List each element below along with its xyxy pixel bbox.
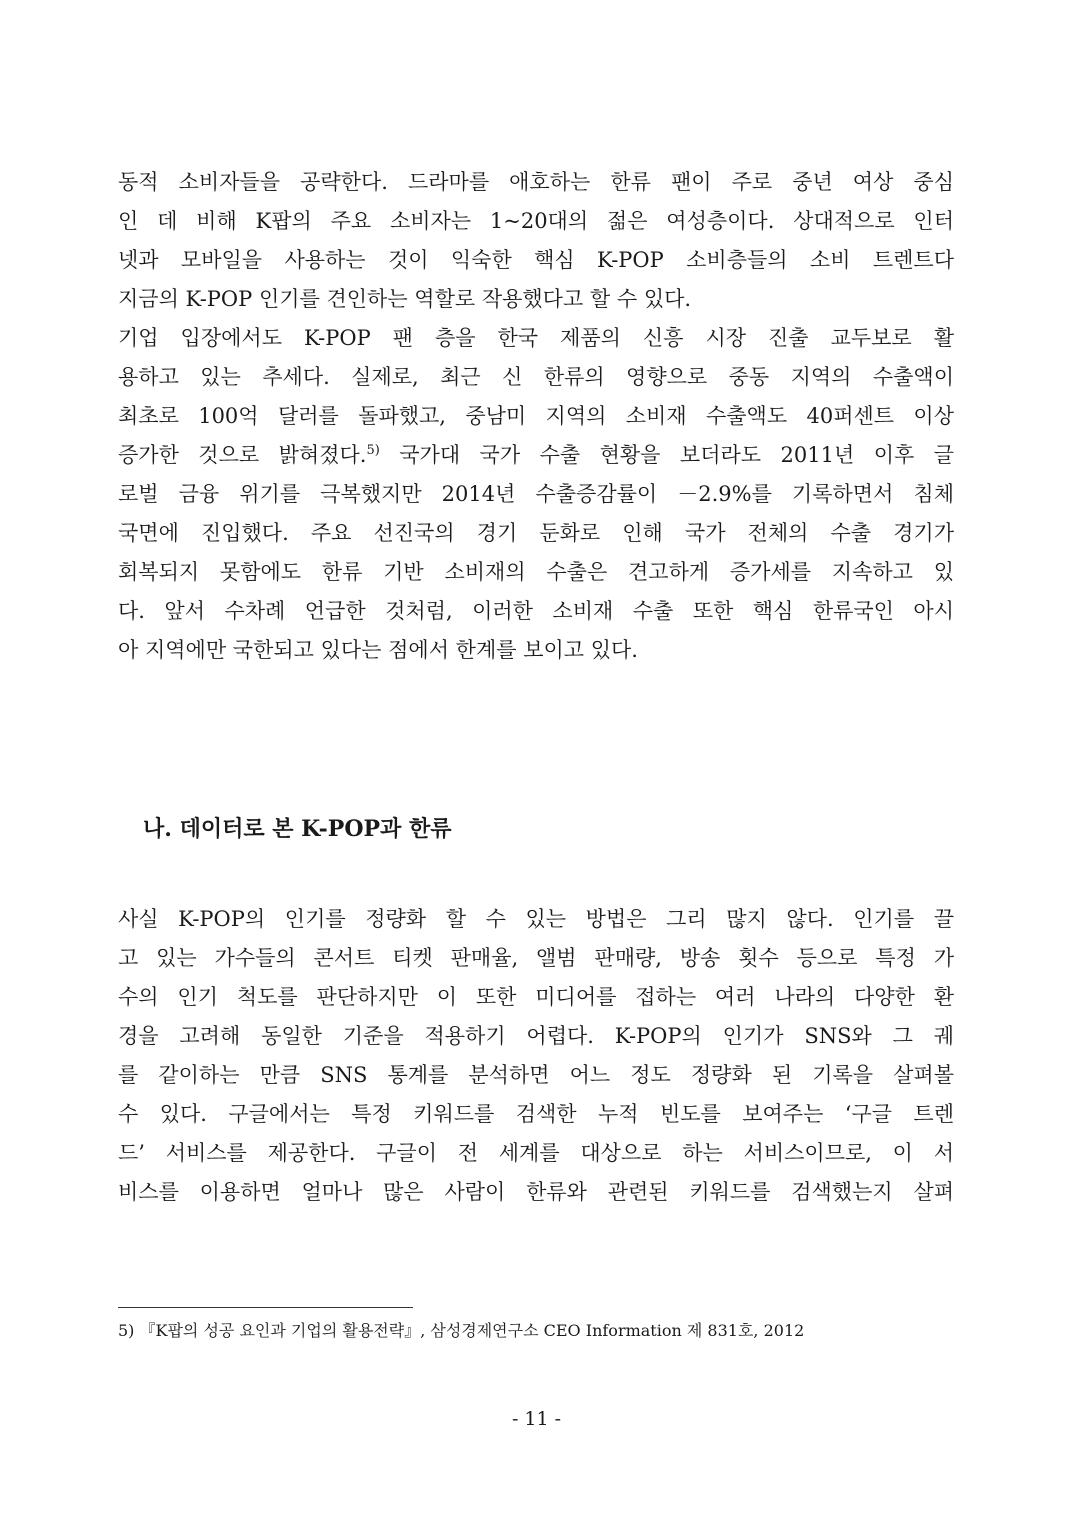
section-heading: 나. 데이터로 본 K-POP과 한류 [143, 816, 452, 842]
body-text-lower [118, 900, 954, 1212]
text-line: 최초로 100억 달러를 돌파했고, 중남미 지역의 소비재 수출액도 40퍼센트 이상 [118, 404, 954, 428]
footnote-divider [118, 1307, 413, 1308]
text-line: 로벌 금융 위기를 극복했지만 2014년 수출증감률이 －2.9%를 기록하면서 침체 [118, 482, 954, 506]
text-line: 동적 소비자들을 공략한다. 드라마를 애호하는 한류 팬이 주로 중년 여상 중심 [118, 170, 954, 194]
paragraph-3 [118, 900, 954, 1212]
text-line: 국면에 진입했다. 주요 선진국의 경기 둔화로 인해 국가 전체의 수출 경기가 [118, 521, 954, 545]
body-text-upper [118, 163, 954, 670]
text-line: 드’ 서비스를 제공한다. 구글이 전 세계를 대상으로 하는 서비스이므로, 이 서 [118, 1141, 954, 1165]
text-line: 고 있는 가수들의 콘서트 티켓 판매율, 앨범 판매량, 방송 횟수 등으로 특정 가 [118, 946, 954, 970]
text-line: 경을 고려해 동일한 기준을 적용하기 어렵다. K-POP의 인기가 SNS와 그 궤 [118, 1024, 954, 1048]
footnote-reference[interactable]: 5) [366, 443, 380, 458]
text-line: 회복되지 못함에도 한류 기반 소비재의 수출은 견고하게 증가세를 지속하고 있 [118, 560, 954, 584]
text-line: 인 데 비해 K팝의 주요 소비자는 1~20대의 젊은 여성층이다. 상대적으로 인터 [118, 209, 954, 233]
footnote: 5) 『K팝의 성공 요인과 기업의 활용전략』, 삼성경제연구소 CEO Information 제 831호, 2012 [118, 1321, 805, 1340]
text-segment: 국가대 국가 수출 현황을 보더라도 2011년 이후 글 [379, 443, 955, 467]
text-line: 지금의 K-POP 인기를 견인하는 역할로 작용했다고 할 수 있다. [118, 287, 692, 311]
paragraph-1 [118, 163, 954, 319]
text-line: 를 같이하는 만큼 SNS 통계를 분석하면 어느 정도 정량화 된 기록을 살펴볼 [118, 1063, 954, 1087]
text-line: 용하고 있는 추세다. 실제로, 최근 신 한류의 영향으로 중동 지역의 수출액이 [118, 365, 954, 389]
text-line: 아 지역에만 국한되고 있다는 점에서 한계를 보이고 있다. [118, 638, 638, 662]
paragraph-2 [118, 319, 954, 670]
text-line-with-footnote [118, 436, 954, 475]
text-line: 사실 K-POP의 인기를 정량화 할 수 있는 방법은 그리 많지 않다. 인기를 끌 [118, 907, 954, 931]
text-line: 넷과 모바일을 사용하는 것이 익숙한 핵심 K-POP 소비층들의 소비 트렌트다 [118, 248, 954, 272]
text-line: 기업 입장에서도 K-POP 팬 층을 한국 제품의 신흥 시장 진출 교두보로 활 [118, 326, 954, 350]
text-segment: 증가한 것으로 밝혀졌다. [118, 443, 367, 467]
text-line: 수의 인기 척도를 판단하지만 이 또한 미디어를 접하는 여러 나라의 다양한 환 [118, 985, 954, 1009]
text-line: 수 있다. 구글에서는 특정 키워드를 검색한 누적 빈도를 보여주는 ‘구글 트렌 [118, 1102, 954, 1126]
text-line: 비스를 이용하면 얼마나 많은 사람이 한류와 관련된 키워드를 검색했는지 살펴 [118, 1180, 954, 1204]
text-line: 다. 앞서 수차례 언급한 것처럼, 이러한 소비재 수출 또한 핵심 한류국인 아시 [118, 599, 954, 623]
page-number: - 11 - [511, 1408, 562, 1430]
